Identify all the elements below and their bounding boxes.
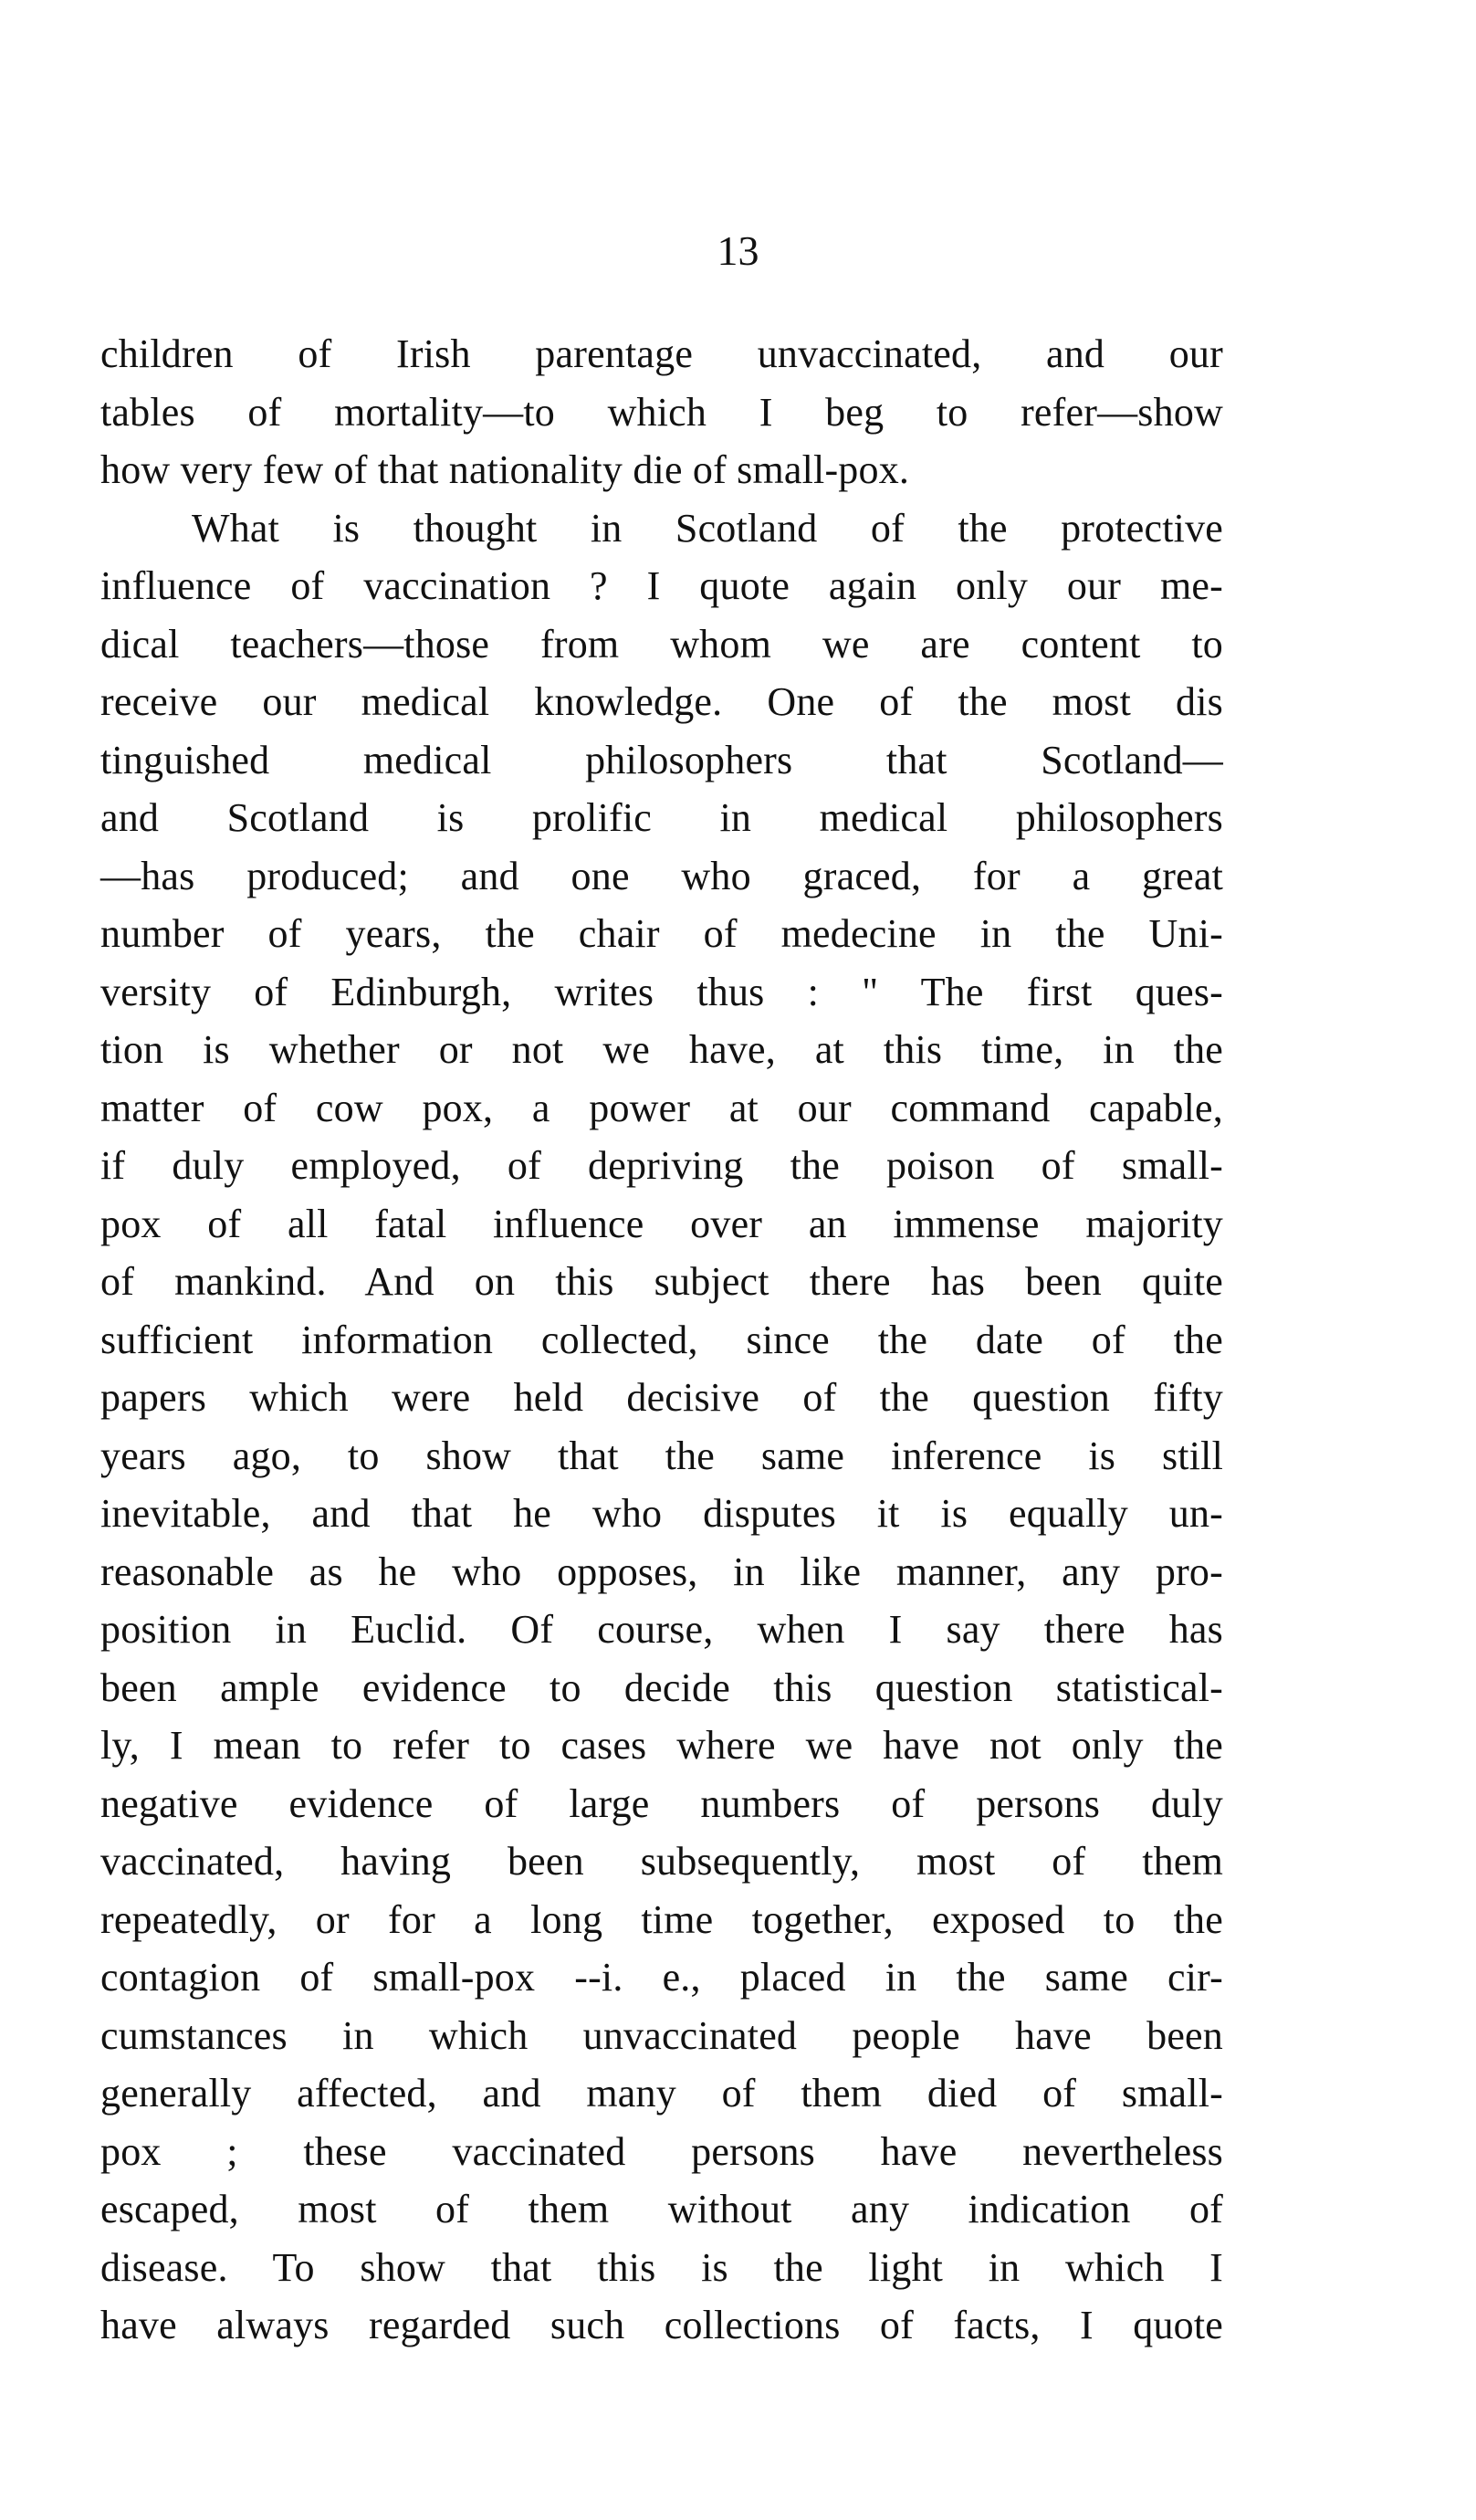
body-text (100, 325, 1223, 2355)
text-line: children of Irish parentage unvaccinated, and our (100, 331, 1223, 376)
text-line: if duly employed, of depriving the poison of small- (100, 1143, 1223, 1188)
text-line: pox ; these vaccinated persons have nevertheless (100, 2128, 1223, 2174)
text-line: dical teachers—those from whom we are content to (100, 621, 1223, 667)
text-line: negative evidence of large numbers of persons duly (100, 1780, 1223, 1826)
text-line: cumstances in which unvaccinated people have been (100, 2012, 1223, 2058)
text-line: been ample evidence to decide this question statistical- (100, 1664, 1223, 1710)
text-line: and Scotland is prolific in medical philosophers (100, 795, 1223, 840)
text-line: contagion of small-pox --i. e., placed in the same cir- (100, 1955, 1223, 2000)
text-line: sufficient information collected, since the date of the (100, 1317, 1223, 1362)
text-line: What is thought in Scotland of the protective (192, 505, 1223, 551)
text-line: inevitable, and that he who disputes it is equally un- (100, 1491, 1223, 1536)
text-line: of mankind. And on this subject there has been quite (100, 1259, 1223, 1304)
text-line: how very few of that nationality die of small-pox. (100, 447, 910, 492)
page-number: 13 (717, 227, 759, 274)
text-line: versity of Edinburgh, writes thus : " The first ques- (100, 969, 1223, 1014)
text-line: tion is whether or not we have, at this time, in the (100, 1027, 1223, 1072)
text-line: position in Euclid. Of course, when I say there has (100, 1607, 1223, 1652)
text-line: escaped, most of them without any indication of (100, 2187, 1223, 2231)
text-line: pox of all fatal influence over an immense majority (100, 1201, 1223, 1246)
text-line: influence of vaccination ? I quote again only our me- (100, 563, 1223, 608)
text-line: receive our medical knowledge. One of the most dis (100, 679, 1223, 724)
text-line: matter of cow pox, a power at our command capable, (100, 1085, 1223, 1130)
text-line: generally affected, and many of them died of small- (100, 2071, 1223, 2116)
text-line: number of years, the chair of medecine in the Uni- (100, 911, 1223, 956)
text-line: tinguished medical philosophers that Scotland— (100, 737, 1223, 782)
text-line: years ago, to show that the same inference is still (100, 1433, 1223, 1478)
text-line: ly, I mean to refer to cases where we have not only the (100, 1723, 1223, 1768)
text-line: papers which were held decisive of the question fifty (100, 1375, 1223, 1420)
text-line: tables of mortality—to which I beg to refer—show (100, 389, 1223, 435)
text-line: have always regarded such collections of facts, I quote (100, 2303, 1223, 2347)
text-line: disease. To show that this is the light in which I (100, 2244, 1223, 2290)
text-line: —has produced; and one who graced, for a great (100, 853, 1223, 898)
text-line: vaccinated, having been subsequently, most of them (100, 1839, 1223, 1884)
text-line: reasonable as he who opposes, in like manner, any pro- (100, 1549, 1223, 1594)
text-line: repeatedly, or for a long time together, exposed to the (100, 1896, 1223, 1942)
